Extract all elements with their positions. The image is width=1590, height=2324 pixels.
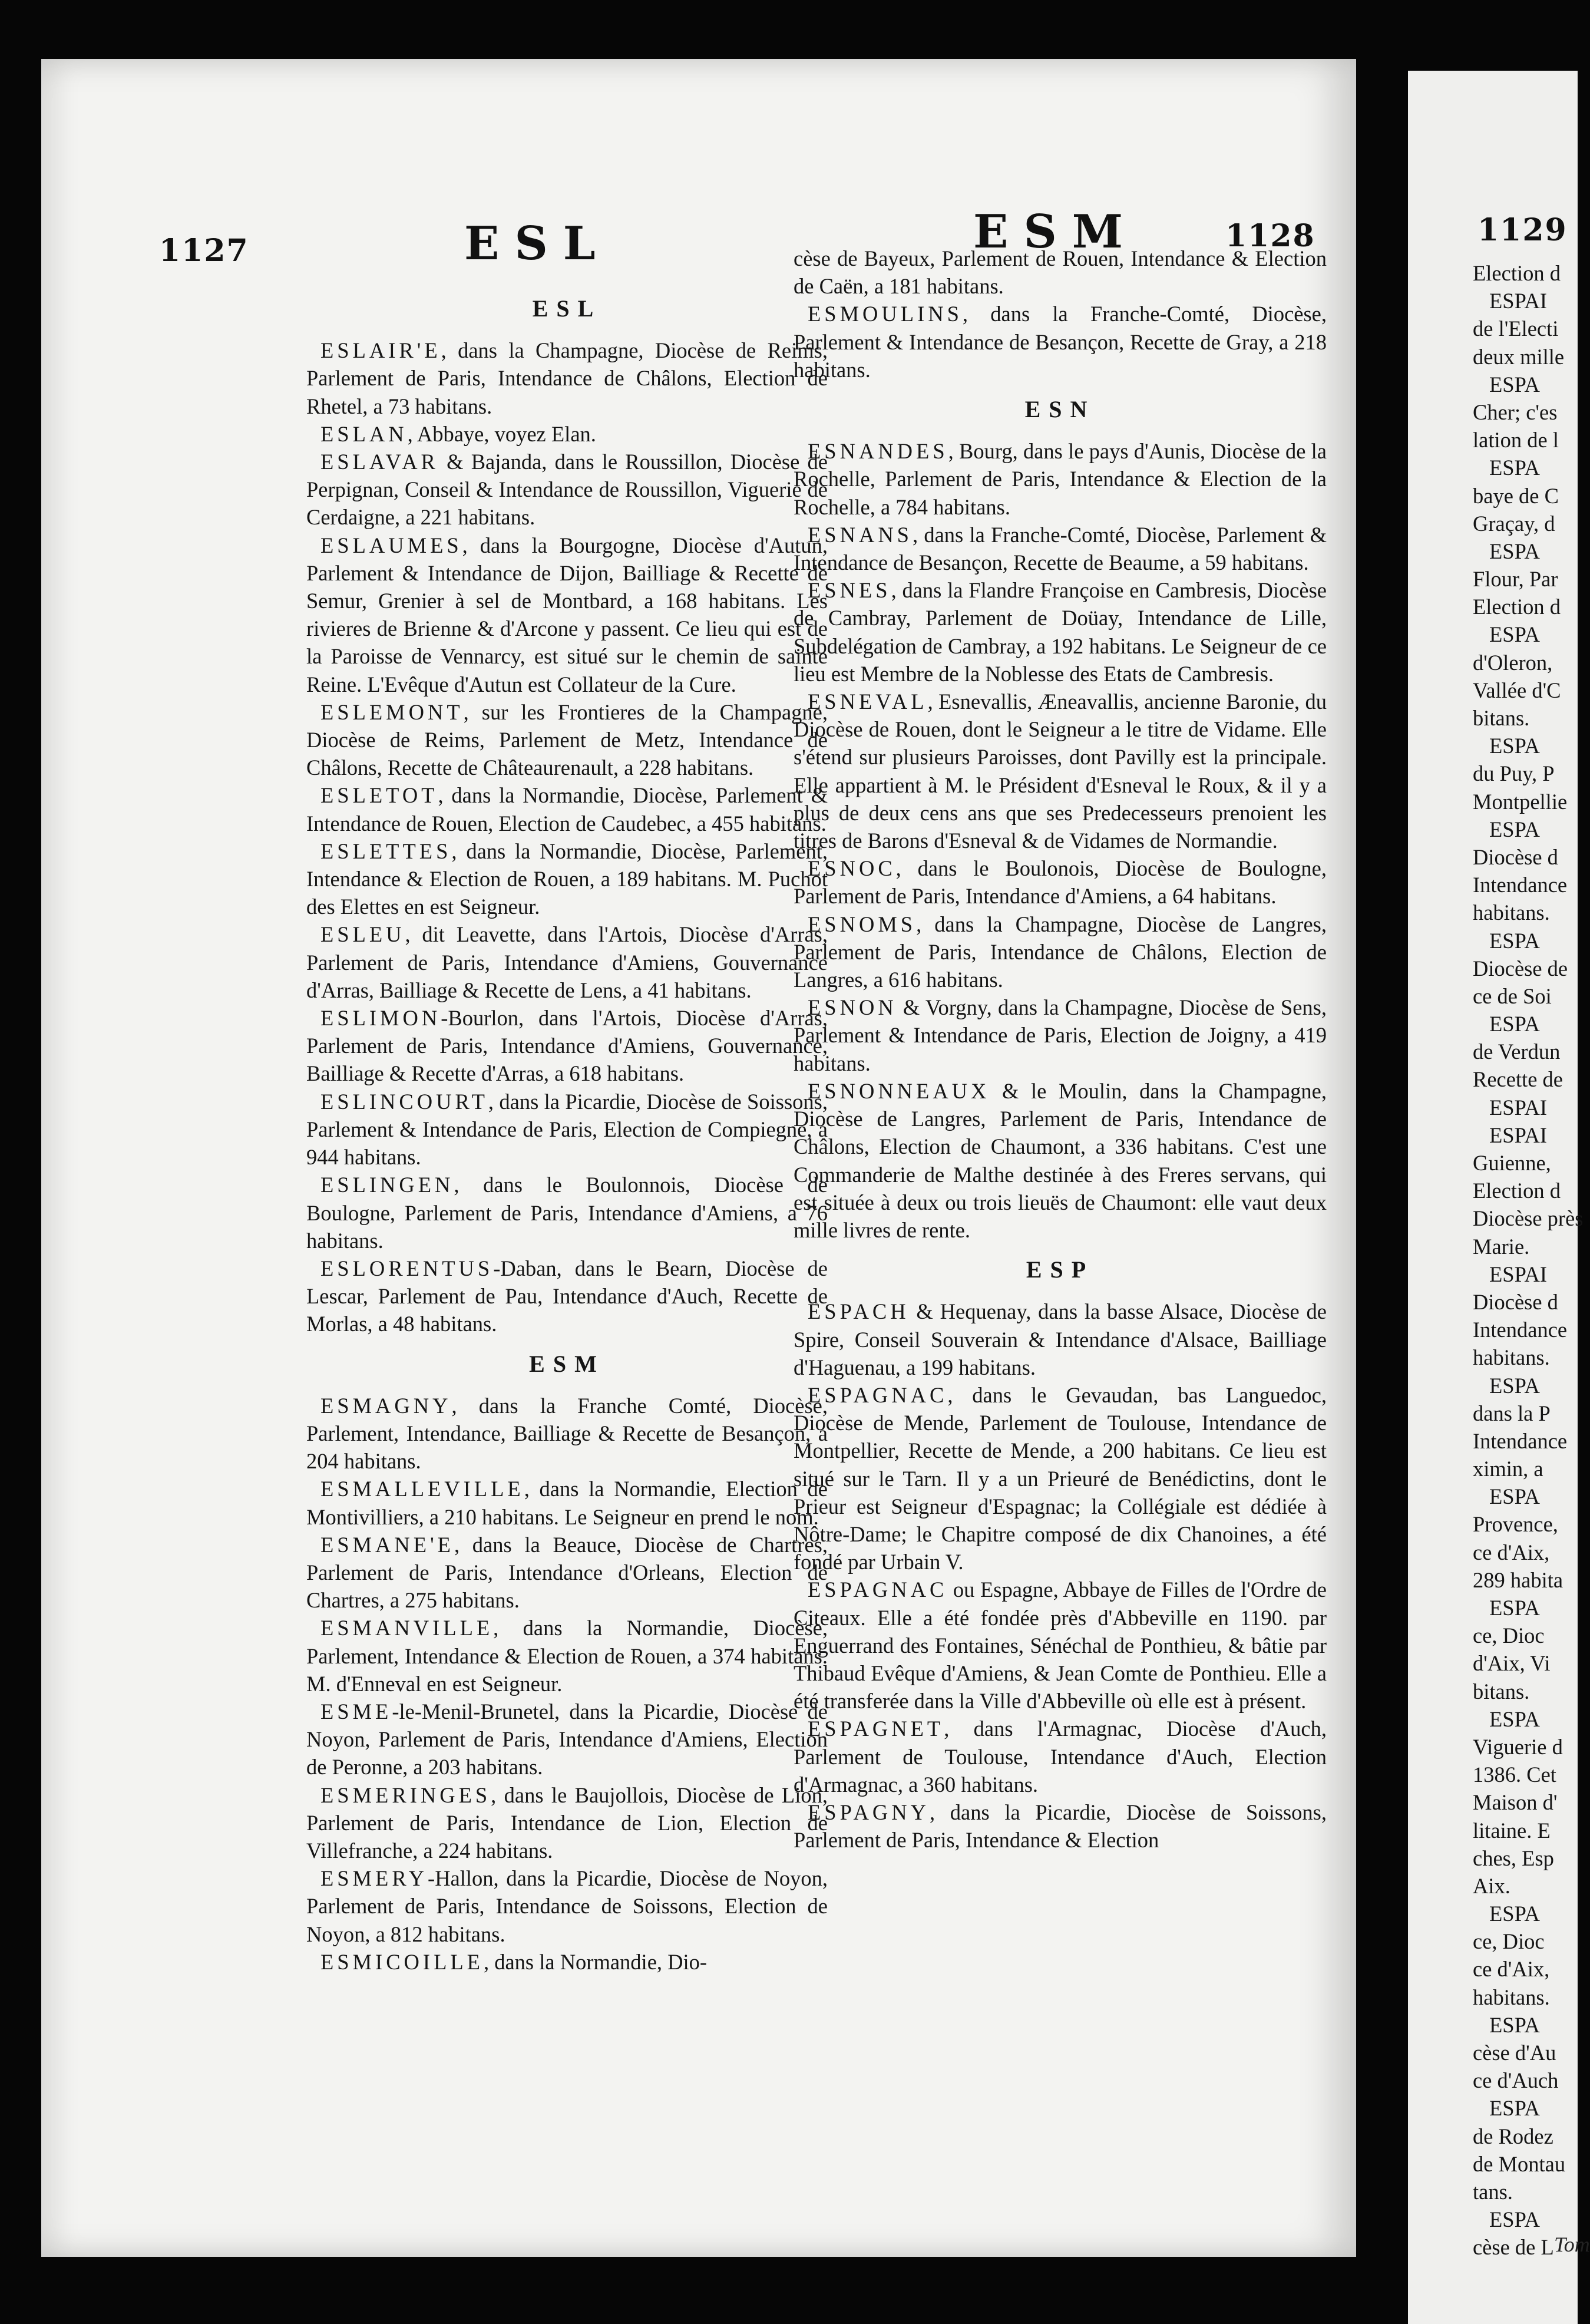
signature-mark: Tom [1554, 2233, 1590, 2256]
entry-text: , dans la Champagne, Diocèse de Reims, Parlement de Paris, Intendance de Châlons, Election de Rhetel, a 73 habitans. [306, 338, 828, 418]
line-fragment: ESPA [1489, 817, 1540, 841]
line-fragment: ESPAI [1489, 1262, 1548, 1286]
line-fragment: ESPA [1489, 928, 1540, 953]
entry-headword: ESNOC [808, 856, 896, 881]
entry-headword: ESLINCOURT [320, 1089, 488, 1114]
dictionary-entry [306, 1088, 828, 1171]
dictionary-entry [794, 300, 1327, 384]
entry-headword: ESME [320, 1699, 392, 1724]
entry-text: , dans la Normandie, Diocèse, Parlement & Intendance de Rouen, Election de Caudebec, a 455 habitans. [306, 783, 828, 836]
section-heading: ESP [1026, 1256, 1095, 1283]
entry-text: , dans la Normandie, Election de Montivilliers, a 210 habitans. Le Seigneur en prend le nom. [306, 1477, 828, 1529]
line-fragment: lation de l [1473, 428, 1559, 453]
entry-text: , dans le Boulonnois, Diocèse de Boulogne, Parlement de Paris, Intendance d'Amiens, a 76 habitans. [306, 1173, 828, 1253]
entry-text: & Bajanda, dans le Roussillon, Diocèse de Perpignan, Conseil & Intendance de Roussillon, Viguerie de Cerdaigne, a 221 habitans. [306, 450, 828, 530]
entry-headword: ESLETOT [320, 783, 438, 808]
entry-headword: ESMANVILLE [320, 1616, 494, 1640]
next-page-fragment [1408, 71, 1590, 2324]
entry-headword: ESNON [808, 995, 897, 1020]
line-fragment: Diocèse d [1473, 1289, 1558, 1314]
line-fragment: de Verdun [1473, 1039, 1561, 1064]
running-head-left: ESL [464, 217, 611, 270]
entry-headword: ESMAGNY [320, 1393, 452, 1418]
entry-text: , dans la Flandre Françoise en Cambresis, Diocèse de Cambray, Parlement de Doüay, Intendance de Lille, Subdelégation de Cambray, a 192 habitans. Le Seigneur de ce lieu est Membre de la Noblesse des Etats de Cambresis. [794, 578, 1327, 686]
entry-headword: ESNONNEAUX [808, 1078, 990, 1103]
line-fragment: ESPA [1489, 372, 1540, 397]
entry-headword: ESMOULINS [808, 302, 963, 326]
column-right [794, 245, 1327, 1854]
entry-headword: ESLEMONT [320, 699, 464, 724]
entry-headword: ESNOMS [808, 912, 917, 936]
entry-text: , dans la Franche-Comté, Diocèse, Parlement & Intendance de Besançon, Recette de Gray, a 218 habitans. [794, 302, 1327, 382]
entry-text: , dans l'Armagnac, Diocèse d'Auch, Parlement de Toulouse, Intendance d'Auch, Election d'Armagnac, a 360 habitans. [794, 1716, 1327, 1797]
dictionary-entry [794, 854, 1327, 910]
page-number-right: 1128 [1225, 218, 1315, 254]
entry-headword: ESLAUMES [320, 533, 462, 557]
dictionary-entry [306, 1948, 828, 1976]
line-fragment: baye de C [1473, 483, 1559, 508]
dictionary-entry [306, 1864, 828, 1948]
line-fragment: habitans. [1473, 900, 1550, 925]
line-fragment: Diocèse d [1473, 844, 1558, 869]
line-fragment: d'Aix, Vi [1473, 1651, 1551, 1676]
line-fragment: Provence, [1473, 1512, 1558, 1537]
line-fragment: deux mille [1473, 344, 1565, 369]
line-fragment: Graçay, d [1473, 511, 1555, 536]
dictionary-entry [794, 576, 1327, 688]
entry-text: & le Moulin, dans la Champagne, Diocèse de Langres, Parlement de Paris, Intendance de Châlons, Election de Chaumont, a 336 habitans. C'est une Commanderie de Malthe destinée à des Freres servans, qui est située à deux ou trois lieuës de Chaumont: elle vaut deux mille livres de rente. [794, 1078, 1327, 1242]
dictionary-entry [794, 1576, 1327, 1715]
line-fragment: Election d [1473, 595, 1561, 619]
line-fragment: Flour, Par [1473, 567, 1558, 592]
entry-text: -Hallon, dans la Picardie, Diocèse de Noyon, Parlement de Paris, Intendance de Soissons, Election de Noyon, a 812 habitans. [306, 1866, 828, 1946]
entry-headword: ESLORENTUS [320, 1256, 494, 1280]
line-fragment: litaine. E [1473, 1818, 1551, 1843]
entry-text: , dans le Gevaudan, bas Languedoc, Diocèse de Mende, Parlement de Toulouse, Intendance de Montpellier, Recette de Mende, a 200 habitans. Ce lieu est situé sur le Tarn. Il y a un Prieuré de Benédictins, dont le Prieur est Seigneur d'Espagnac; la Collégiale est dédiée à Nôtre-Dame; le Chapitre composé de dix Chanoines, a été fondé par Urbain V. [794, 1382, 1327, 1574]
line-fragment: Intendance [1473, 873, 1568, 897]
entry-text: , sur les Frontieres de la Champagne, Diocèse de Reims, Parlement de Metz, Intendance de Châlons, Recette de Châteaurenault, a 228 habitans. [306, 699, 828, 780]
dictionary-entry [306, 1781, 828, 1865]
entry-text: -le-Menil-Brunetel, dans la Picardie, Diocèse de Noyon, Parlement de Paris, Intendance d'Amiens, Election de Peronne, a 203 habitans. [306, 1699, 828, 1780]
entry-text: , dans la Normandie, Dio- [483, 1949, 708, 1974]
entry-headword: ESLEU [320, 922, 405, 947]
entry-text: , dans la Picardie, Diocèse de Soissons, Parlement & Intendance de Paris, Election de Compiegne, a 944 habitans. [306, 1089, 828, 1170]
entry-text: , dans la Bourgogne, Diocèse d'Autun, Parlement & Intendance de Dijon, Bailliage & Recette de Semur, Grenier à sel de Montbard, a 168 habitans. Les rivieres de Brienne & d'Arcone y passent. Ce lieu qui est de la Paroisse de Vennarcy, est situé sur le chemin de sainte Reine. L'Evêque d'Autun est Collateur de la Cure. [306, 533, 828, 696]
line-fragment: bitans. [1473, 706, 1530, 730]
line-fragment: du Puy, P [1473, 761, 1555, 786]
line-fragment: Maison d' [1473, 1790, 1558, 1815]
entry-text: -Bourlon, dans l'Artois, Diocèse d'Arras, Parlement de Paris, Intendance d'Amiens, Gouvernance, Bailliage & Recette d'Arras, a 618 habitans. [306, 1006, 828, 1086]
dictionary-entry [306, 448, 828, 532]
entry-text: , dit Leavette, dans l'Artois, Diocèse d'Arras, Parlement de Paris, Intendance d'Amiens, Gouvernance d'Arras, Bailliage & Recette de Lens, a 41 habitans. [306, 922, 828, 1002]
line-fragment: d'Oleron, [1473, 650, 1553, 675]
line-fragment: ce d'Auch [1473, 2068, 1559, 2093]
entry-headword: ESPAGNAC [808, 1577, 948, 1602]
entry-headword: ESLAVAR [320, 450, 439, 474]
entry-headword: ESPACH [808, 1299, 910, 1324]
entry-headword: ESMANE'E [320, 1532, 454, 1557]
entry-headword: ESPAGNAC [808, 1382, 948, 1407]
line-fragment: ce de Soi [1473, 983, 1552, 1008]
dictionary-entry [306, 920, 828, 1004]
dictionary-entry [794, 437, 1327, 521]
dictionary-entry [306, 1698, 828, 1781]
line-fragment: ESPA [1489, 539, 1540, 563]
line-fragment: Diocèse près [1473, 1206, 1584, 1231]
running-head-right: ESM [973, 205, 1139, 259]
entry-headword: ESNEVAL [808, 689, 928, 714]
line-fragment: ESPA [1489, 1596, 1540, 1620]
line-fragment: ce, Dioc [1473, 1929, 1545, 1954]
entry-text: & Hequenay, dans la basse Alsace, Diocèse de Spire, Conseil Souverain & Intendance d'Alsace, Bailliage d'Haguenau, a 199 habitans. [794, 1299, 1327, 1379]
line-fragment: Guienne, [1473, 1151, 1551, 1175]
line-fragment: habitans. [1473, 1345, 1550, 1370]
entry-headword: ESPAGNET [808, 1716, 944, 1741]
line-fragment: ESPAI [1489, 1095, 1548, 1120]
line-fragment: ximin, a [1473, 1457, 1543, 1481]
line-fragment: ESPA [1489, 1706, 1540, 1731]
dictionary-entry [306, 532, 828, 698]
entry-headword: ESNANS [808, 522, 913, 547]
dictionary-entry [306, 1004, 828, 1088]
entry-continuation [794, 245, 1327, 300]
section-heading: ESL [532, 295, 602, 322]
entry-text: & Vorgny, dans la Champagne, Diocèse de Sens, Parlement & Intendance de Paris, Election de Joigny, a 419 habitans. [794, 995, 1327, 1075]
entry-headword: ESLIMON [320, 1006, 441, 1031]
entry-headword: ESNANDES [808, 439, 948, 464]
entry-text: , Abbaye, voyez Elan. [407, 421, 596, 446]
dictionary-entry [306, 1392, 828, 1475]
entry-headword: ESNES [808, 578, 891, 603]
dictionary-entry [306, 1475, 828, 1530]
line-fragment: cèse de L [1473, 2235, 1554, 2260]
dictionary-entry [794, 1298, 1327, 1381]
page-number-left: 1127 [159, 233, 249, 269]
line-fragment: ESPA [1489, 2096, 1540, 2121]
section-heading: ESM [529, 1350, 605, 1377]
line-fragment: Viguerie d [1473, 1734, 1563, 1759]
entry-text: , dans la Normandie, Diocèse, Parlement, Intendance & Election de Rouen, a 189 habitans. M. Puchot des Elettes en est Seigneur. [306, 839, 828, 919]
line-fragment: Recette de [1473, 1067, 1563, 1092]
entry-text: , dans le Boulonois, Diocèse de Boulogne, Parlement de Paris, Intendance d'Amiens, a 64 habitans. [794, 856, 1327, 909]
entry-headword: ESMERY [320, 1866, 428, 1891]
entry-text: -Daban, dans le Bearn, Diocèse de Lescar, Parlement de Pau, Intendance d'Auch, Recette de Morlas, a 48 habitans. [306, 1256, 828, 1336]
entry-headword: ESMICOILLE [320, 1949, 484, 1974]
dictionary-entry [794, 688, 1327, 854]
line-fragment: 1386. Cet [1473, 1762, 1556, 1787]
dictionary-entry [794, 993, 1327, 1077]
line-fragment: ESPA [1489, 2012, 1540, 2037]
column-left [306, 283, 828, 1976]
line-fragment: ce d'Aix, [1473, 1957, 1550, 1982]
line-fragment: Intendance [1473, 1428, 1568, 1453]
entry-headword: ESLETTES [320, 839, 452, 863]
next-page-column [1473, 259, 1584, 2262]
entry-headword: ESPAGNY [808, 1800, 930, 1824]
line-fragment: ESPA [1489, 734, 1540, 758]
line-fragment: de Rodez [1473, 2124, 1553, 2148]
entry-text: , dans la Normandie, Diocèse, Parlement, Intendance & Election de Rouen, a 374 habitans. M. d'Enneval en est Seigneur. [306, 1616, 828, 1696]
line-fragment: de Montau [1473, 2151, 1566, 2176]
line-fragment: ESPA [1489, 2207, 1540, 2232]
dictionary-entry [794, 1381, 1327, 1576]
dictionary-entry [794, 910, 1327, 994]
line-fragment: bitans. [1473, 1679, 1530, 1704]
line-fragment: tans. [1473, 2179, 1513, 2204]
line-fragment: Cher; c'es [1473, 400, 1558, 424]
line-fragment: Vallée d'C [1473, 678, 1561, 702]
line-fragment: ESPA [1489, 1902, 1540, 1926]
line-fragment: ESPAI [1489, 1123, 1548, 1147]
dictionary-entry [794, 521, 1327, 576]
line-fragment: ESPA [1489, 622, 1540, 647]
entry-text: cèse de Bayeux, Parlement de Rouen, Intendance & Election de Caën, a 181 habitans. [794, 246, 1327, 299]
entry-headword: ESLAN [320, 421, 408, 446]
dictionary-entry [794, 1077, 1327, 1244]
line-fragment: habitans. [1473, 1985, 1550, 2009]
dictionary-entry [306, 336, 828, 420]
dictionary-entry [306, 698, 828, 782]
dictionary-entry [794, 1715, 1327, 1798]
dictionary-entry [306, 1531, 828, 1615]
line-fragment: ESPA [1489, 1484, 1540, 1509]
line-fragment: ESPA [1489, 1012, 1540, 1036]
entry-text: , Bourg, dans le pays d'Aunis, Diocèse de la Rochelle, Parlement de Paris, Intendance & Election de la Rochelle, a 784 habitans. [794, 439, 1327, 519]
entry-text: , Esnevallis, Æneavallis, ancienne Baronie, du Diocèse de Rouen, dont le Seigneur a le titre de Vidame. Elle s'étend sur plusieurs Paroisses, dont Pavilly est la principale. Elle appartient à M. le Président d'Esneval le Roux, & il y a plus de deux cens ans que ses Predecesseurs prenoient les titres de Barons d'Esneval & de Vidames de Normandie. [794, 689, 1327, 853]
dictionary-entry [306, 1171, 828, 1255]
line-fragment: ESPA [1489, 455, 1540, 480]
line-fragment: ches, Esp [1473, 1846, 1554, 1870]
line-fragment: ce d'Aix, [1473, 1540, 1550, 1564]
line-fragment: Election d [1473, 261, 1561, 285]
line-fragment: ce, Dioc [1473, 1623, 1545, 1648]
entry-text: ou Espagne, Abbaye de Filles de l'Ordre de Citeaux. Elle a été fondée près d'Abbeville en 1190. par Enguerrand des Fontaines, Sénéchal de Ponthieu, & bâtie par Thibaud Evêque d'Amiens, & Jean Comte de Ponthieu. Elle a été transferée dans la Ville d'Abbeville où elle est à présent. [794, 1577, 1327, 1714]
entry-headword: ESLINGEN [320, 1173, 454, 1197]
entry-text: , dans la Franche-Comté, Diocèse, Parlement & Intendance de Besançon, Recette de Beaume, a 59 habitans. [794, 522, 1327, 575]
entry-text: , dans la Picardie, Diocèse de Soissons, Parlement de Paris, Intendance & Election [794, 1800, 1327, 1853]
line-fragment: Election d [1473, 1178, 1561, 1203]
section-heading: ESN [1024, 396, 1096, 423]
line-fragment: Intendance [1473, 1318, 1568, 1342]
entry-headword: ESLAIR'E [320, 338, 441, 363]
line-fragment: 289 habita [1473, 1567, 1563, 1592]
line-fragment: Aix. [1473, 1873, 1510, 1898]
dictionary-entry [306, 781, 828, 837]
line-fragment: Diocèse de [1473, 956, 1568, 981]
entry-headword: ESMERINGES [320, 1782, 491, 1807]
entry-text: , dans la Champagne, Diocèse de Langres, Parlement de Paris, Intendance de Châlons, Election de Langres, a 616 habitans. [794, 912, 1327, 992]
entry-text: , dans la Franche Comté, Diocèse, Parlement, Intendance, Bailliage & Recette de Besançon, a 204 habitans. [306, 1393, 828, 1474]
dictionary-entry [306, 1614, 828, 1698]
line-fragment: de l'Electi [1473, 316, 1559, 341]
line-fragment: Montpellie [1473, 789, 1568, 814]
dictionary-entry [794, 1798, 1327, 1854]
line-fragment: cèse d'Au [1473, 2041, 1556, 2065]
left-page-spread [41, 59, 1356, 2257]
line-fragment: ESPAI [1489, 289, 1548, 313]
dictionary-entry [306, 837, 828, 921]
entry-text: , dans la Beauce, Diocèse de Chartres, Parlement de Paris, Intendance d'Orleans, Election de Chartres, a 275 habitans. [306, 1532, 828, 1613]
page-number-next: 1129 [1477, 212, 1568, 248]
entry-headword: ESMALLEVILLE [320, 1477, 524, 1501]
line-fragment: ESPA [1489, 1373, 1540, 1398]
dictionary-entry [306, 420, 828, 448]
line-fragment: dans la P [1473, 1401, 1551, 1425]
dictionary-entry [306, 1255, 828, 1338]
line-fragment: Marie. [1473, 1234, 1530, 1259]
entry-text: , dans le Baujollois, Diocèse de Lion, Parlement de Paris, Intendance de Lion, Election de Villefranche, a 224 habitans. [306, 1782, 828, 1863]
